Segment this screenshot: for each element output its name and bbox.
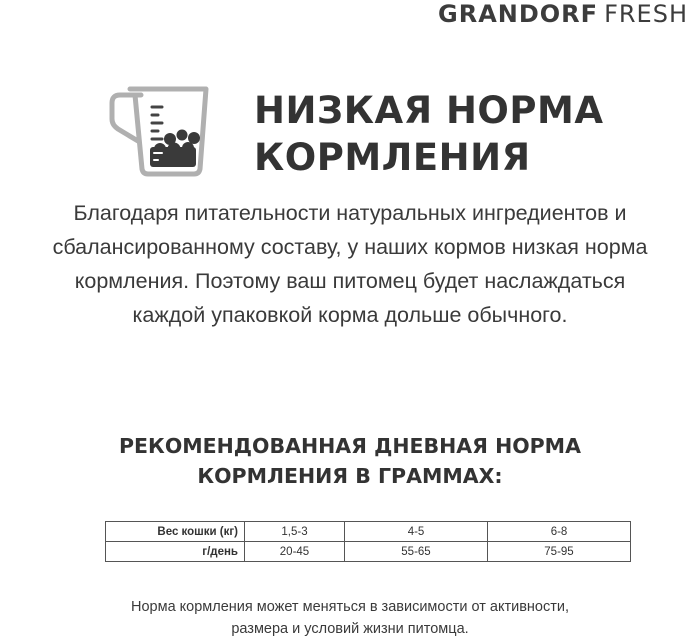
page-title [254,87,603,181]
table-cell: 6-8 [488,522,631,542]
table-cell: 20-45 [245,542,345,562]
table-cell: 4-5 [345,522,488,542]
section-heading [0,431,700,491]
section-heading-line-1: РЕКОМЕНДОВАННАЯ ДНЕВНАЯ НОРМА [119,434,581,458]
footnote-line: размера и условий жизни питомца. [231,621,469,637]
brand-name-bold: GRANDORF [438,0,599,28]
footnote [0,596,700,640]
description-line: сбалансированному составу, у наших кормов низкая норма [52,235,648,259]
brand-name-light: FRESH [604,0,688,28]
measuring-cup-icon [108,83,216,177]
row-header-grams: г/день [106,542,245,562]
feeding-table [105,521,631,562]
description-line: кормления. Поэтому ваш питомец будет наслаждаться [74,269,626,293]
brand-logo [438,0,688,28]
title-line-1: НИЗКАЯ НОРМА [254,89,604,132]
description-line: Благодаря питательности натуральных ингредиентов и [73,201,627,225]
row-header-weight: Вес кошки (кг) [106,522,245,542]
table-row [106,542,631,562]
description [0,196,700,332]
footnote-line: Норма кормления может меняться в зависимости от активности, [131,599,569,615]
description-line: каждой упаковкой корма дольше обычного. [132,303,568,327]
table-cell: 55-65 [345,542,488,562]
title-line-2: КОРМЛЕНИЯ [254,136,531,179]
table-cell: 1,5-3 [245,522,345,542]
table-cell: 75-95 [488,542,631,562]
section-heading-line-2: КОРМЛЕНИЯ В ГРАММАХ: [197,464,503,488]
table-row [106,522,631,542]
